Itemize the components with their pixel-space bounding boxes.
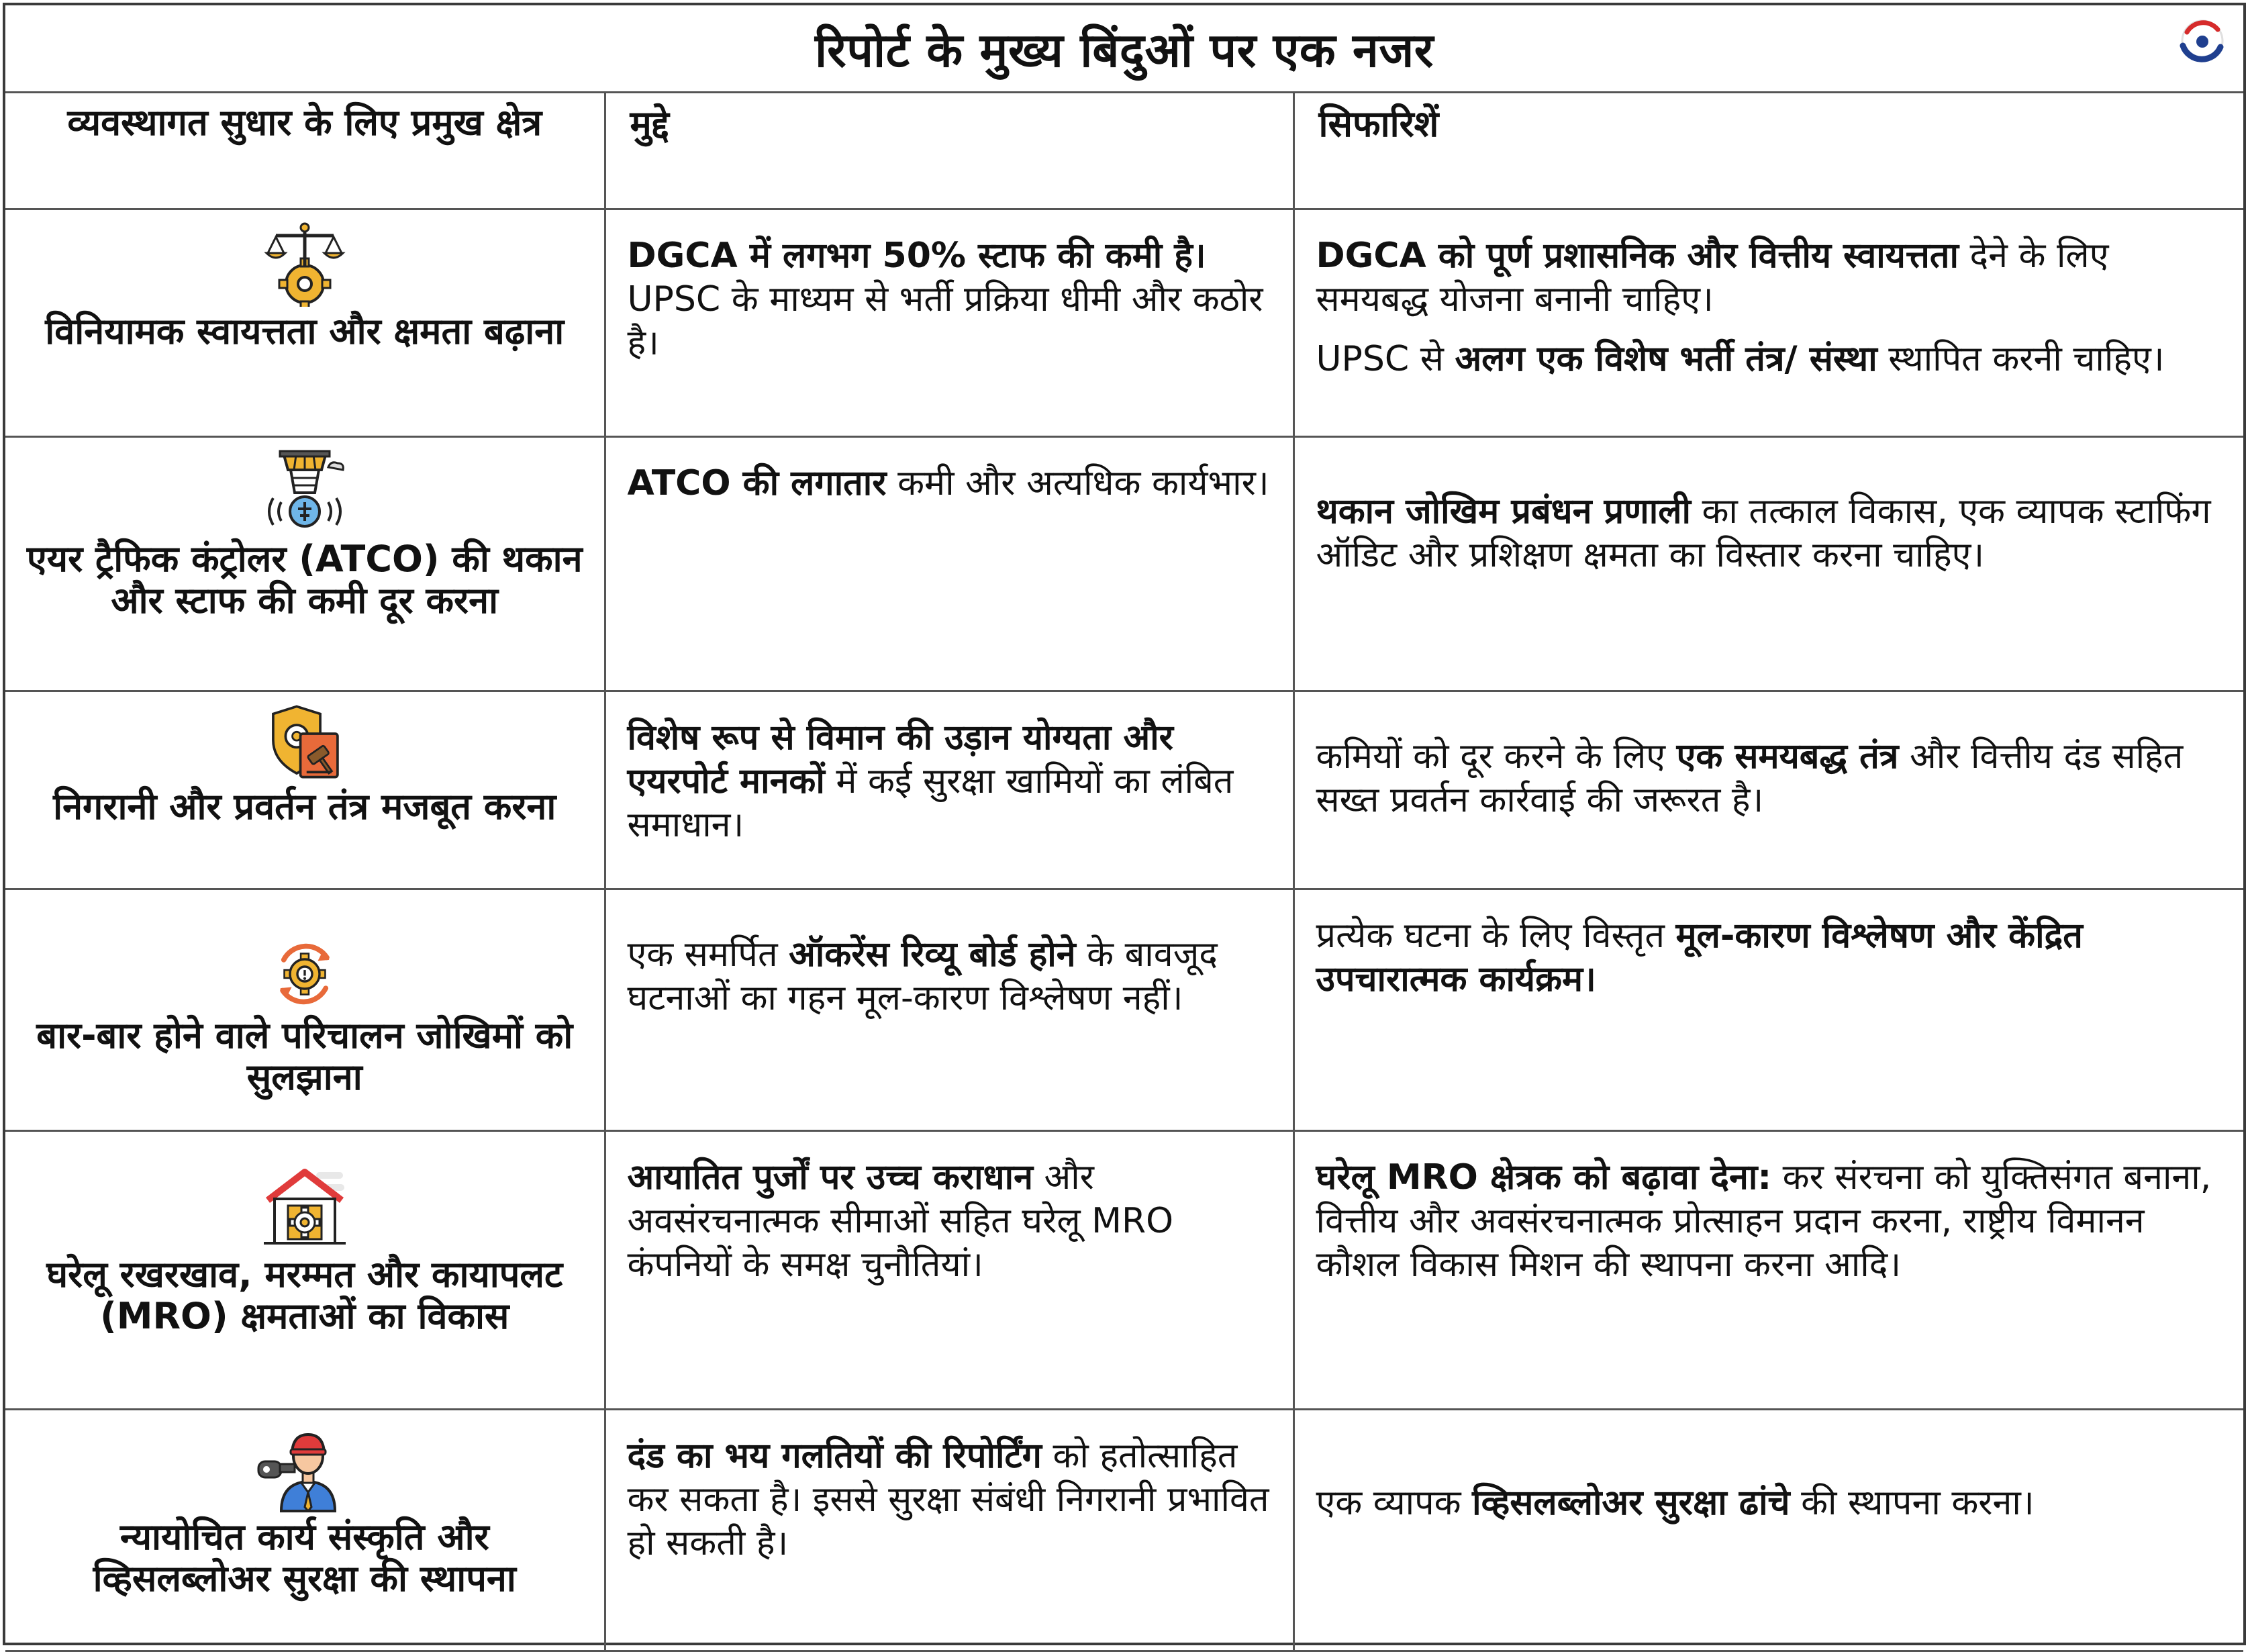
recommendation-cell	[1293, 209, 2243, 436]
shield-gavel-icon	[264, 701, 345, 782]
area-cell	[5, 1130, 605, 1409]
whistleblower-icon	[254, 1425, 355, 1512]
recommendation-cell	[1293, 1409, 2243, 1651]
title-bar	[5, 5, 2243, 93]
issue-text: दंड का भय गलतियों की रिपोर्टिंग को हतोत्साहित कर सकता है। इससे सुरक्षा संबंधी निगरानी प्रभावित हो सकती है।	[627, 1435, 1269, 1563]
header-area: व्यवस्थागत सुधार के लिए प्रमुख क्षेत्र	[5, 91, 605, 209]
recommendation-text: कमियों को दूर करने के लिए एक समयबद्ध तंत्र और वित्तीय दंड सहित सख्त प्रवर्तन कार्रवाई की जरूरत है।	[1316, 736, 2184, 820]
issue-cell	[605, 691, 1293, 889]
issue-cell	[605, 889, 1293, 1130]
issue-cell	[605, 1409, 1293, 1651]
recommendation-text: प्रत्येक घटना के लिए विस्तृत मूल-कारण विश्लेषण और केंद्रित उपचारात्मक कार्यक्रम।	[1316, 915, 2083, 1000]
area-cell	[5, 1409, 605, 1651]
control-tower-icon	[261, 447, 348, 534]
header-issues: मुद्दे	[605, 91, 1293, 209]
table-row	[5, 1130, 2243, 1409]
table-row	[5, 209, 2243, 436]
area-label: न्यायोचित कार्य संस्कृति और व्हिसलब्लोअर सुरक्षा की स्थापना	[93, 1515, 516, 1600]
area-label: बार-बार होने वाले परिचालन जोखिमों को सुलझाना	[36, 1014, 573, 1098]
recommendation-cell	[1293, 889, 2243, 1130]
issue-cell	[605, 436, 1293, 691]
scales-gear-icon	[261, 220, 348, 307]
gear-cycle-icon	[268, 937, 342, 1011]
area-cell	[5, 436, 605, 691]
recommendation-text: थकान जोखिम प्रबंधन प्रणाली का तत्काल विकास, एक व्यापक स्टाफिंग ऑडिट और प्रशिक्षण क्षमता का विस्तार करना चाहिए।	[1316, 491, 2211, 575]
header-row	[5, 91, 2243, 209]
recommendation-cell	[1293, 691, 2243, 889]
area-cell	[5, 209, 605, 436]
issue-text: एक समर्पित ऑकरेंस रिव्यू बोर्ड होने के बावजूद घटनाओं का गहन मूल-कारण विश्लेषण नहीं।	[627, 934, 1218, 1018]
area-label: निगरानी और प्रवर्तन तंत्र मजबूत करना	[53, 785, 556, 828]
house-gear-icon	[254, 1163, 355, 1250]
issue-text: ATCO की लगातार कमी और अत्यधिक कार्यभार।	[627, 463, 1269, 503]
issue-cell	[605, 1130, 1293, 1409]
table-row	[5, 889, 2243, 1130]
area-label: एयर ट्रैफिक कंट्रोलर (ATCO) की थकान और स्टाफ की कमी दूर करना	[26, 537, 583, 622]
recommendations-table	[5, 91, 2243, 1652]
recommendation-cell	[1293, 436, 2243, 691]
table-row	[5, 1409, 2243, 1651]
issue-text: आयातित पुर्जों पर उच्च कराधान और अवसंरचनात्मक सीमाओं सहित घरेलू MRO कंपनियों के समक्ष चुनौतियां।	[627, 1157, 1174, 1285]
infographic-page	[3, 3, 2246, 1645]
area-cell	[5, 691, 605, 889]
area-cell	[5, 889, 605, 1130]
page-title: रिपोर्ट के मुख्य बिंदुओं पर एक नजर	[815, 23, 1434, 78]
issue-cell	[605, 209, 1293, 436]
recommendation-cell	[1293, 1130, 2243, 1409]
table-row	[5, 691, 2243, 889]
recommendation-text: DGCA को पूर्ण प्रशासनिक और वित्तीय स्वायत्तता देने के लिए समयबद्ध योजना बनानी चाहिए।	[1316, 235, 2109, 320]
recommendation-text: एक व्यापक व्हिसलब्लोअर सुरक्षा ढांचे की स्थापना करना।	[1316, 1482, 2035, 1523]
table-row	[5, 436, 2243, 691]
recommendation-text: घरेलू MRO क्षेत्रक को बढ़ावा देना: कर संरचना को युक्तिसंगत बनाना, वित्तीय और अवसंरचनात्मक प्रोत्साहन प्रदान करना, राष्ट्रीय विमानन कौशल विकास मिशन की स्थापना करना आदि।	[1316, 1157, 2212, 1285]
issue-text: विशेष रूप से विमान की उड़ान योग्यता और एयरपोर्ट मानकों में कई सुरक्षा खामियों का लंबित समाधान।	[627, 717, 1234, 845]
recommendation-text: UPSC से अलग एक विशेष भर्ती तंत्र/ संस्था स्थापित करनी चाहिए।	[1316, 338, 2165, 379]
issue-text: DGCA में लगभग 50% स्टाफ की कमी है। UPSC के माध्यम से भर्ती प्रक्रिया धीमी और कठोर है।	[627, 235, 1263, 363]
area-label: घरेलू रखरखाव, मरम्मत और कायापलट (MRO) क्षमताओं का विकास	[46, 1253, 563, 1337]
area-label: विनियामक स्वायत्तता और क्षमता बढ़ाना	[45, 309, 565, 352]
header-recommendations: सिफारिशें	[1293, 91, 2243, 209]
